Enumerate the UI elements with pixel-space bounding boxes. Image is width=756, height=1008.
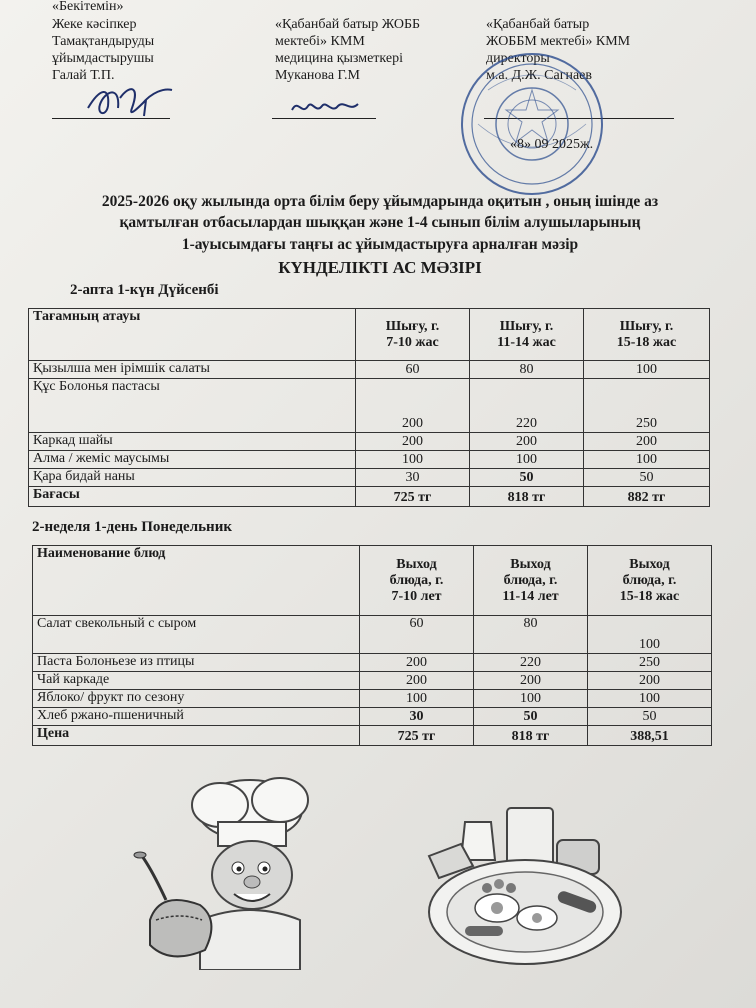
portion-value: 100 — [588, 690, 712, 708]
table-row — [29, 469, 710, 487]
price-value: 725 тг — [360, 726, 474, 746]
approver-line: «Қабанбай батыр ЖОББ — [275, 17, 421, 32]
dish-name: Құс Болонья пастасы — [29, 379, 356, 433]
portion-value: 200 — [356, 433, 470, 451]
approver-line: м.а. Д.Ж. Сагнаев — [486, 68, 592, 83]
portion-value: 250 — [584, 379, 710, 433]
table-row — [29, 379, 710, 433]
portion-value: 50 — [474, 708, 588, 726]
dish-name: Қызылша мен ірімшік салаты — [29, 361, 356, 379]
approver-line: медицина қызметкері — [275, 51, 403, 66]
approver-line: ұйымдастырушы — [52, 51, 154, 66]
menu-table-ru — [32, 545, 712, 746]
portion-value: 30 — [360, 708, 474, 726]
price-value: 388,51 — [588, 726, 712, 746]
portion-value: 60 — [360, 616, 474, 654]
portion-value: 50 — [470, 469, 584, 487]
dish-name: Қара бидай наны — [29, 469, 356, 487]
dish-name: Паста Болоньезе из птицы — [33, 654, 360, 672]
dish-name: Каркад шайы — [29, 433, 356, 451]
column-header: Шығу, г. 7-10 жас — [356, 309, 470, 361]
portion-value: 200 — [584, 433, 710, 451]
price-label: Бағасы — [29, 487, 356, 507]
table-row — [33, 690, 712, 708]
price-row — [33, 726, 712, 746]
approver-line: Муканова Г.М — [275, 68, 360, 83]
column-header: Наименование блюд — [33, 546, 360, 616]
portion-value: 50 — [584, 469, 710, 487]
title-line: 1-ауысымдағы таңғы ас ұйымдастыруға арналған мәзір — [181, 236, 579, 253]
signature-scribble — [80, 78, 180, 124]
table-row — [33, 708, 712, 726]
column-header: Выход блюда, г. 7-10 лет — [360, 546, 474, 616]
signature-scribble — [288, 94, 368, 120]
portion-value: 220 — [470, 379, 584, 433]
price-value: 818 тг — [470, 487, 584, 507]
portion-value: 220 — [474, 654, 588, 672]
portion-value: 200 — [474, 672, 588, 690]
portion-value: 100 — [356, 451, 470, 469]
approver-line: Жеке кәсіпкер — [52, 17, 137, 32]
column-header: Шығу, г. 15-18 жас — [584, 309, 710, 361]
portion-value: 100 — [360, 690, 474, 708]
price-value: 725 тг — [356, 487, 470, 507]
table-row — [29, 451, 710, 469]
column-header: Выход блюда, г. 15-18 жас — [588, 546, 712, 616]
approver-line: Тамақтандыруды — [52, 34, 155, 49]
column-header: Выход блюда, г. 11-14 лет — [474, 546, 588, 616]
portion-value: 100 — [584, 361, 710, 379]
portion-value: 250 — [588, 654, 712, 672]
price-value: 818 тг — [474, 726, 588, 746]
approver-medical — [275, 16, 460, 84]
dish-name: Чай каркаде — [33, 672, 360, 690]
dish-name: Салат свекольный с сыром — [33, 616, 360, 654]
approver-line: Галай Т.П. — [52, 68, 115, 83]
portion-value: 80 — [474, 616, 588, 654]
approver-line: директоры — [486, 51, 550, 66]
portion-value: 50 — [588, 708, 712, 726]
portion-value: 200 — [588, 672, 712, 690]
column-header: Тағамның атауы — [29, 309, 356, 361]
price-row — [29, 487, 710, 507]
table-row — [29, 361, 710, 379]
portion-value: 200 — [360, 654, 474, 672]
portion-value: 80 — [470, 361, 584, 379]
approver-line: ЖОББМ мектебі» КММ — [486, 34, 631, 49]
portion-value: 100 — [470, 451, 584, 469]
menu-ru-subtitle: 2-неделя 1-день Понедельник — [32, 519, 232, 535]
portion-value: 100 — [474, 690, 588, 708]
dish-name: Хлеб ржано-пшеничный — [33, 708, 360, 726]
portion-value: 200 — [360, 672, 474, 690]
approval-date: «8» 09 2025ж. — [510, 137, 594, 152]
table-row — [33, 654, 712, 672]
chef-illustration — [130, 770, 340, 970]
official-stamp — [458, 50, 606, 198]
document-heading: КҮНДЕЛІКТІ АС МӘЗІРІ — [278, 258, 482, 277]
menu-kz-subtitle: 2-апта 1-күн Дүйсенбі — [70, 282, 219, 298]
menu-table-kz — [28, 308, 710, 507]
approver-line: «Қабанбай батыр — [486, 17, 590, 32]
table-header-row — [33, 546, 712, 616]
portion-value: 100 — [588, 616, 712, 654]
dish-name: Алма / жеміс маусымы — [29, 451, 356, 469]
table-row — [33, 616, 712, 654]
title-line: қамтылған отбасылардан шыққан және 1-4 сынып білім алушыларының — [119, 214, 641, 231]
breakfast-illustration — [425, 800, 625, 970]
portion-value: 30 — [356, 469, 470, 487]
approver-entrepreneur — [52, 16, 242, 84]
approval-label: «Бекітемін» — [52, 0, 124, 14]
portion-value: 100 — [584, 451, 710, 469]
price-value: 882 тг — [584, 487, 710, 507]
title-line: 2025-2026 оқу жылында орта білім беру ұйымдарында оқитын , оның ішінде аз — [101, 193, 659, 210]
column-header: Шығу, г. 11-14 жас — [470, 309, 584, 361]
portion-value: 200 — [470, 433, 584, 451]
table-row — [33, 672, 712, 690]
approver-line: мектебі» КММ — [275, 34, 365, 49]
price-label: Цена — [33, 726, 360, 746]
table-header-row — [29, 309, 710, 361]
portion-value: 60 — [356, 361, 470, 379]
portion-value: 200 — [356, 379, 470, 433]
table-row — [29, 433, 710, 451]
dish-name: Яблоко/ фрукт по сезону — [33, 690, 360, 708]
